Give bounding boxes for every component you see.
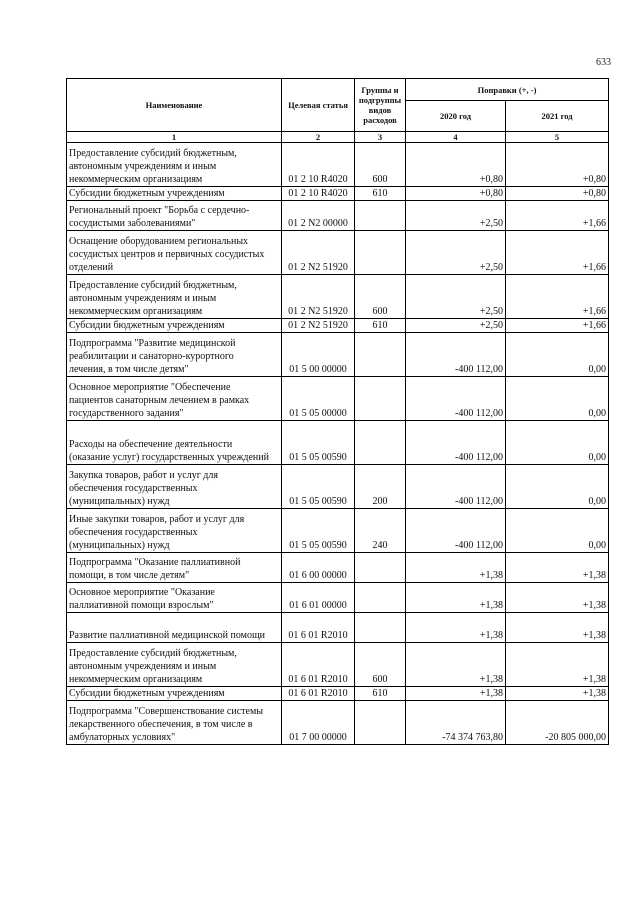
row-name-line: лекарственного обеспечения, в том числе в bbox=[69, 719, 253, 730]
row-amendment-2020: +1,38 bbox=[406, 643, 506, 687]
row-name-line: обеспечения государственных bbox=[69, 483, 198, 494]
row-expense-group bbox=[355, 421, 406, 465]
row-expense-group bbox=[355, 377, 406, 421]
row-amendment-2020: -400 112,00 bbox=[406, 377, 506, 421]
table-row bbox=[67, 643, 609, 687]
row-name-line: лечения, в том числе детям" bbox=[69, 364, 189, 375]
row-name-line: Субсидии бюджетным учреждениям bbox=[69, 688, 225, 699]
table-row bbox=[67, 187, 609, 201]
row-expense-group: 600 bbox=[355, 143, 406, 187]
row-amendment-2021: 0,00 bbox=[506, 377, 609, 421]
row-name bbox=[67, 377, 282, 421]
header-target-article: Целевая статья bbox=[282, 79, 355, 132]
table-row bbox=[67, 687, 609, 701]
row-name-line: некоммерческим организациям bbox=[69, 674, 203, 685]
row-name-line: Подпрограмма "Оказание паллиативной bbox=[69, 557, 241, 568]
row-name-line: (оказание услуг) государственных учреждений bbox=[69, 452, 269, 463]
row-name-line: обеспечения государственных bbox=[69, 527, 198, 538]
row-amendment-2021: +0,80 bbox=[506, 143, 609, 187]
row-target-article: 01 2 10 R4020 bbox=[282, 143, 355, 187]
row-target-article: 01 6 01 00000 bbox=[282, 583, 355, 613]
row-name-line: пациентов санаторным лечением в рамках bbox=[69, 395, 250, 406]
row-amendment-2021: +1,38 bbox=[506, 583, 609, 613]
row-expense-group: 200 bbox=[355, 465, 406, 509]
row-target-article: 01 2 N2 00000 bbox=[282, 201, 355, 231]
row-target-article: 01 2 N2 51920 bbox=[282, 275, 355, 319]
table-row bbox=[67, 201, 609, 231]
row-name bbox=[67, 553, 282, 583]
budget-amendments-table bbox=[66, 78, 609, 745]
row-name-line: Предоставление субсидий бюджетным, bbox=[69, 280, 237, 291]
row-amendment-2021: 0,00 bbox=[506, 465, 609, 509]
row-target-article: 01 6 00 00000 bbox=[282, 553, 355, 583]
row-expense-group: 240 bbox=[355, 509, 406, 553]
row-name-line: (муниципальных) нужд bbox=[69, 496, 170, 507]
row-name-line: Расходы на обеспечение деятельности bbox=[69, 439, 233, 450]
row-target-article: 01 6 01 R2010 bbox=[282, 687, 355, 701]
row-target-article: 01 5 05 00000 bbox=[282, 377, 355, 421]
table-row bbox=[67, 613, 609, 643]
row-name-line: Субсидии бюджетным учреждениям bbox=[69, 188, 225, 199]
row-name-line: Подпрограмма "Совершенствование системы bbox=[69, 706, 263, 717]
column-number-4: 4 bbox=[406, 132, 506, 143]
row-target-article: 01 6 01 R2010 bbox=[282, 643, 355, 687]
row-name-line: некоммерческим организациям bbox=[69, 174, 203, 185]
row-amendment-2020: +2,50 bbox=[406, 231, 506, 275]
row-amendment-2020: +1,38 bbox=[406, 613, 506, 643]
row-name bbox=[67, 701, 282, 745]
row-name-line: некоммерческим организациям bbox=[69, 306, 203, 317]
row-amendment-2020: -400 112,00 bbox=[406, 421, 506, 465]
row-name-line: помощи, в том числе детям" bbox=[69, 570, 190, 581]
row-expense-group bbox=[355, 583, 406, 613]
row-name-line: Основное мероприятие "Оказание bbox=[69, 587, 215, 598]
row-name-line: Подпрограмма "Развитие медицинской bbox=[69, 338, 236, 349]
row-name-line: реабилитации и санаторно-курортного bbox=[69, 351, 234, 362]
column-number-3: 3 bbox=[355, 132, 406, 143]
row-expense-group bbox=[355, 553, 406, 583]
row-name bbox=[67, 465, 282, 509]
row-target-article: 01 6 01 R2010 bbox=[282, 613, 355, 643]
row-amendment-2020: +1,38 bbox=[406, 553, 506, 583]
row-expense-group bbox=[355, 701, 406, 745]
column-number-5: 5 bbox=[506, 132, 609, 143]
row-amendment-2021: +1,38 bbox=[506, 643, 609, 687]
row-amendment-2020: +2,50 bbox=[406, 319, 506, 333]
row-name-line: сосудистых центров и первичных сосудистых bbox=[69, 249, 265, 260]
row-target-article: 01 2 N2 51920 bbox=[282, 319, 355, 333]
row-expense-group: 610 bbox=[355, 319, 406, 333]
row-expense-group bbox=[355, 613, 406, 643]
table-row bbox=[67, 319, 609, 333]
row-amendment-2020: -400 112,00 bbox=[406, 509, 506, 553]
row-name bbox=[67, 509, 282, 553]
row-amendment-2021: 0,00 bbox=[506, 333, 609, 377]
row-amendment-2020: -74 374 763,80 bbox=[406, 701, 506, 745]
row-name bbox=[67, 187, 282, 201]
header-year-2020: 2020 год bbox=[406, 101, 506, 132]
row-amendment-2021: 0,00 bbox=[506, 509, 609, 553]
row-target-article: 01 2 10 R4020 bbox=[282, 187, 355, 201]
row-name-line: Иные закупки товаров, работ и услуг для bbox=[69, 514, 245, 525]
row-name bbox=[67, 143, 282, 187]
row-amendment-2020: +1,38 bbox=[406, 687, 506, 701]
table-row bbox=[67, 333, 609, 377]
row-expense-group: 600 bbox=[355, 275, 406, 319]
table-row bbox=[67, 275, 609, 319]
row-name bbox=[67, 687, 282, 701]
table-row bbox=[67, 377, 609, 421]
row-name-line: автономным учреждениям и иным bbox=[69, 293, 217, 304]
row-name-line: Региональный проект "Борьба с сердечно- bbox=[69, 205, 250, 216]
row-name-line: Предоставление субсидий бюджетным, bbox=[69, 648, 237, 659]
row-expense-group bbox=[355, 201, 406, 231]
row-name-line: Субсидии бюджетным учреждениям bbox=[69, 320, 225, 331]
row-amendment-2021: -20 805 000,00 bbox=[506, 701, 609, 745]
row-name bbox=[67, 319, 282, 333]
header-name: Наименование bbox=[67, 79, 282, 132]
row-expense-group: 610 bbox=[355, 687, 406, 701]
table-row bbox=[67, 701, 609, 745]
row-amendment-2021: +1,38 bbox=[506, 613, 609, 643]
table-row bbox=[67, 553, 609, 583]
row-target-article: 01 5 05 00590 bbox=[282, 465, 355, 509]
row-name-line: Развитие паллиативной медицинской помощи bbox=[69, 630, 266, 641]
row-amendment-2021: +0,80 bbox=[506, 187, 609, 201]
row-name bbox=[67, 583, 282, 613]
row-name bbox=[67, 231, 282, 275]
row-name bbox=[67, 275, 282, 319]
row-name bbox=[67, 643, 282, 687]
row-name bbox=[67, 333, 282, 377]
row-name-line: Оснащение оборудованием региональных bbox=[69, 236, 249, 247]
row-amendment-2020: -400 112,00 bbox=[406, 333, 506, 377]
row-target-article: 01 5 00 00000 bbox=[282, 333, 355, 377]
page-number: 633 bbox=[596, 57, 611, 68]
row-target-article: 01 5 05 00590 bbox=[282, 421, 355, 465]
row-name-line: паллиативной помощи взрослым" bbox=[69, 600, 214, 611]
row-amendment-2020: +2,50 bbox=[406, 201, 506, 231]
row-amendment-2021: +1,66 bbox=[506, 275, 609, 319]
header-expense-groups: Группы и подгруппы видов расходов bbox=[355, 79, 406, 132]
row-name-line: отделений bbox=[69, 262, 114, 273]
row-name bbox=[67, 421, 282, 465]
table-row bbox=[67, 231, 609, 275]
row-amendment-2020: +2,50 bbox=[406, 275, 506, 319]
row-target-article: 01 7 00 00000 bbox=[282, 701, 355, 745]
header-amendments: Поправки (+, -) bbox=[406, 79, 609, 101]
table-row bbox=[67, 583, 609, 613]
row-name-line: Предоставление субсидий бюджетным, bbox=[69, 148, 237, 159]
row-amendment-2021: +1,38 bbox=[506, 553, 609, 583]
row-amendment-2020: +0,80 bbox=[406, 143, 506, 187]
row-name-line: автономным учреждениям и иным bbox=[69, 161, 217, 172]
table-row bbox=[67, 465, 609, 509]
row-name-line: (муниципальных) нужд bbox=[69, 540, 170, 551]
table-row bbox=[67, 509, 609, 553]
row-amendment-2021: +1,38 bbox=[506, 687, 609, 701]
row-amendment-2020: +0,80 bbox=[406, 187, 506, 201]
row-name-line: Основное мероприятие "Обеспечение bbox=[69, 382, 231, 393]
row-name-line: Закупка товаров, работ и услуг для bbox=[69, 470, 218, 481]
row-amendment-2021: +1,66 bbox=[506, 231, 609, 275]
row-amendment-2020: +1,38 bbox=[406, 583, 506, 613]
row-expense-group bbox=[355, 333, 406, 377]
row-expense-group bbox=[355, 231, 406, 275]
row-expense-group: 600 bbox=[355, 643, 406, 687]
row-amendment-2021: +1,66 bbox=[506, 201, 609, 231]
row-amendment-2020: -400 112,00 bbox=[406, 465, 506, 509]
row-expense-group: 610 bbox=[355, 187, 406, 201]
row-amendment-2021: +1,66 bbox=[506, 319, 609, 333]
table-row bbox=[67, 421, 609, 465]
row-name-line: государственного задания" bbox=[69, 408, 184, 419]
row-amendment-2021: 0,00 bbox=[506, 421, 609, 465]
column-number-1: 1 bbox=[67, 132, 282, 143]
column-number-2: 2 bbox=[282, 132, 355, 143]
row-target-article: 01 2 N2 51920 bbox=[282, 231, 355, 275]
row-name-line: сосудистыми заболеваниями" bbox=[69, 218, 196, 229]
table-row bbox=[67, 143, 609, 187]
row-name-line: амбулаторных условиях" bbox=[69, 732, 176, 743]
header-year-2021: 2021 год bbox=[506, 101, 609, 132]
row-name bbox=[67, 201, 282, 231]
row-target-article: 01 5 05 00590 bbox=[282, 509, 355, 553]
row-name bbox=[67, 613, 282, 643]
row-name-line: автономным учреждениям и иным bbox=[69, 661, 217, 672]
